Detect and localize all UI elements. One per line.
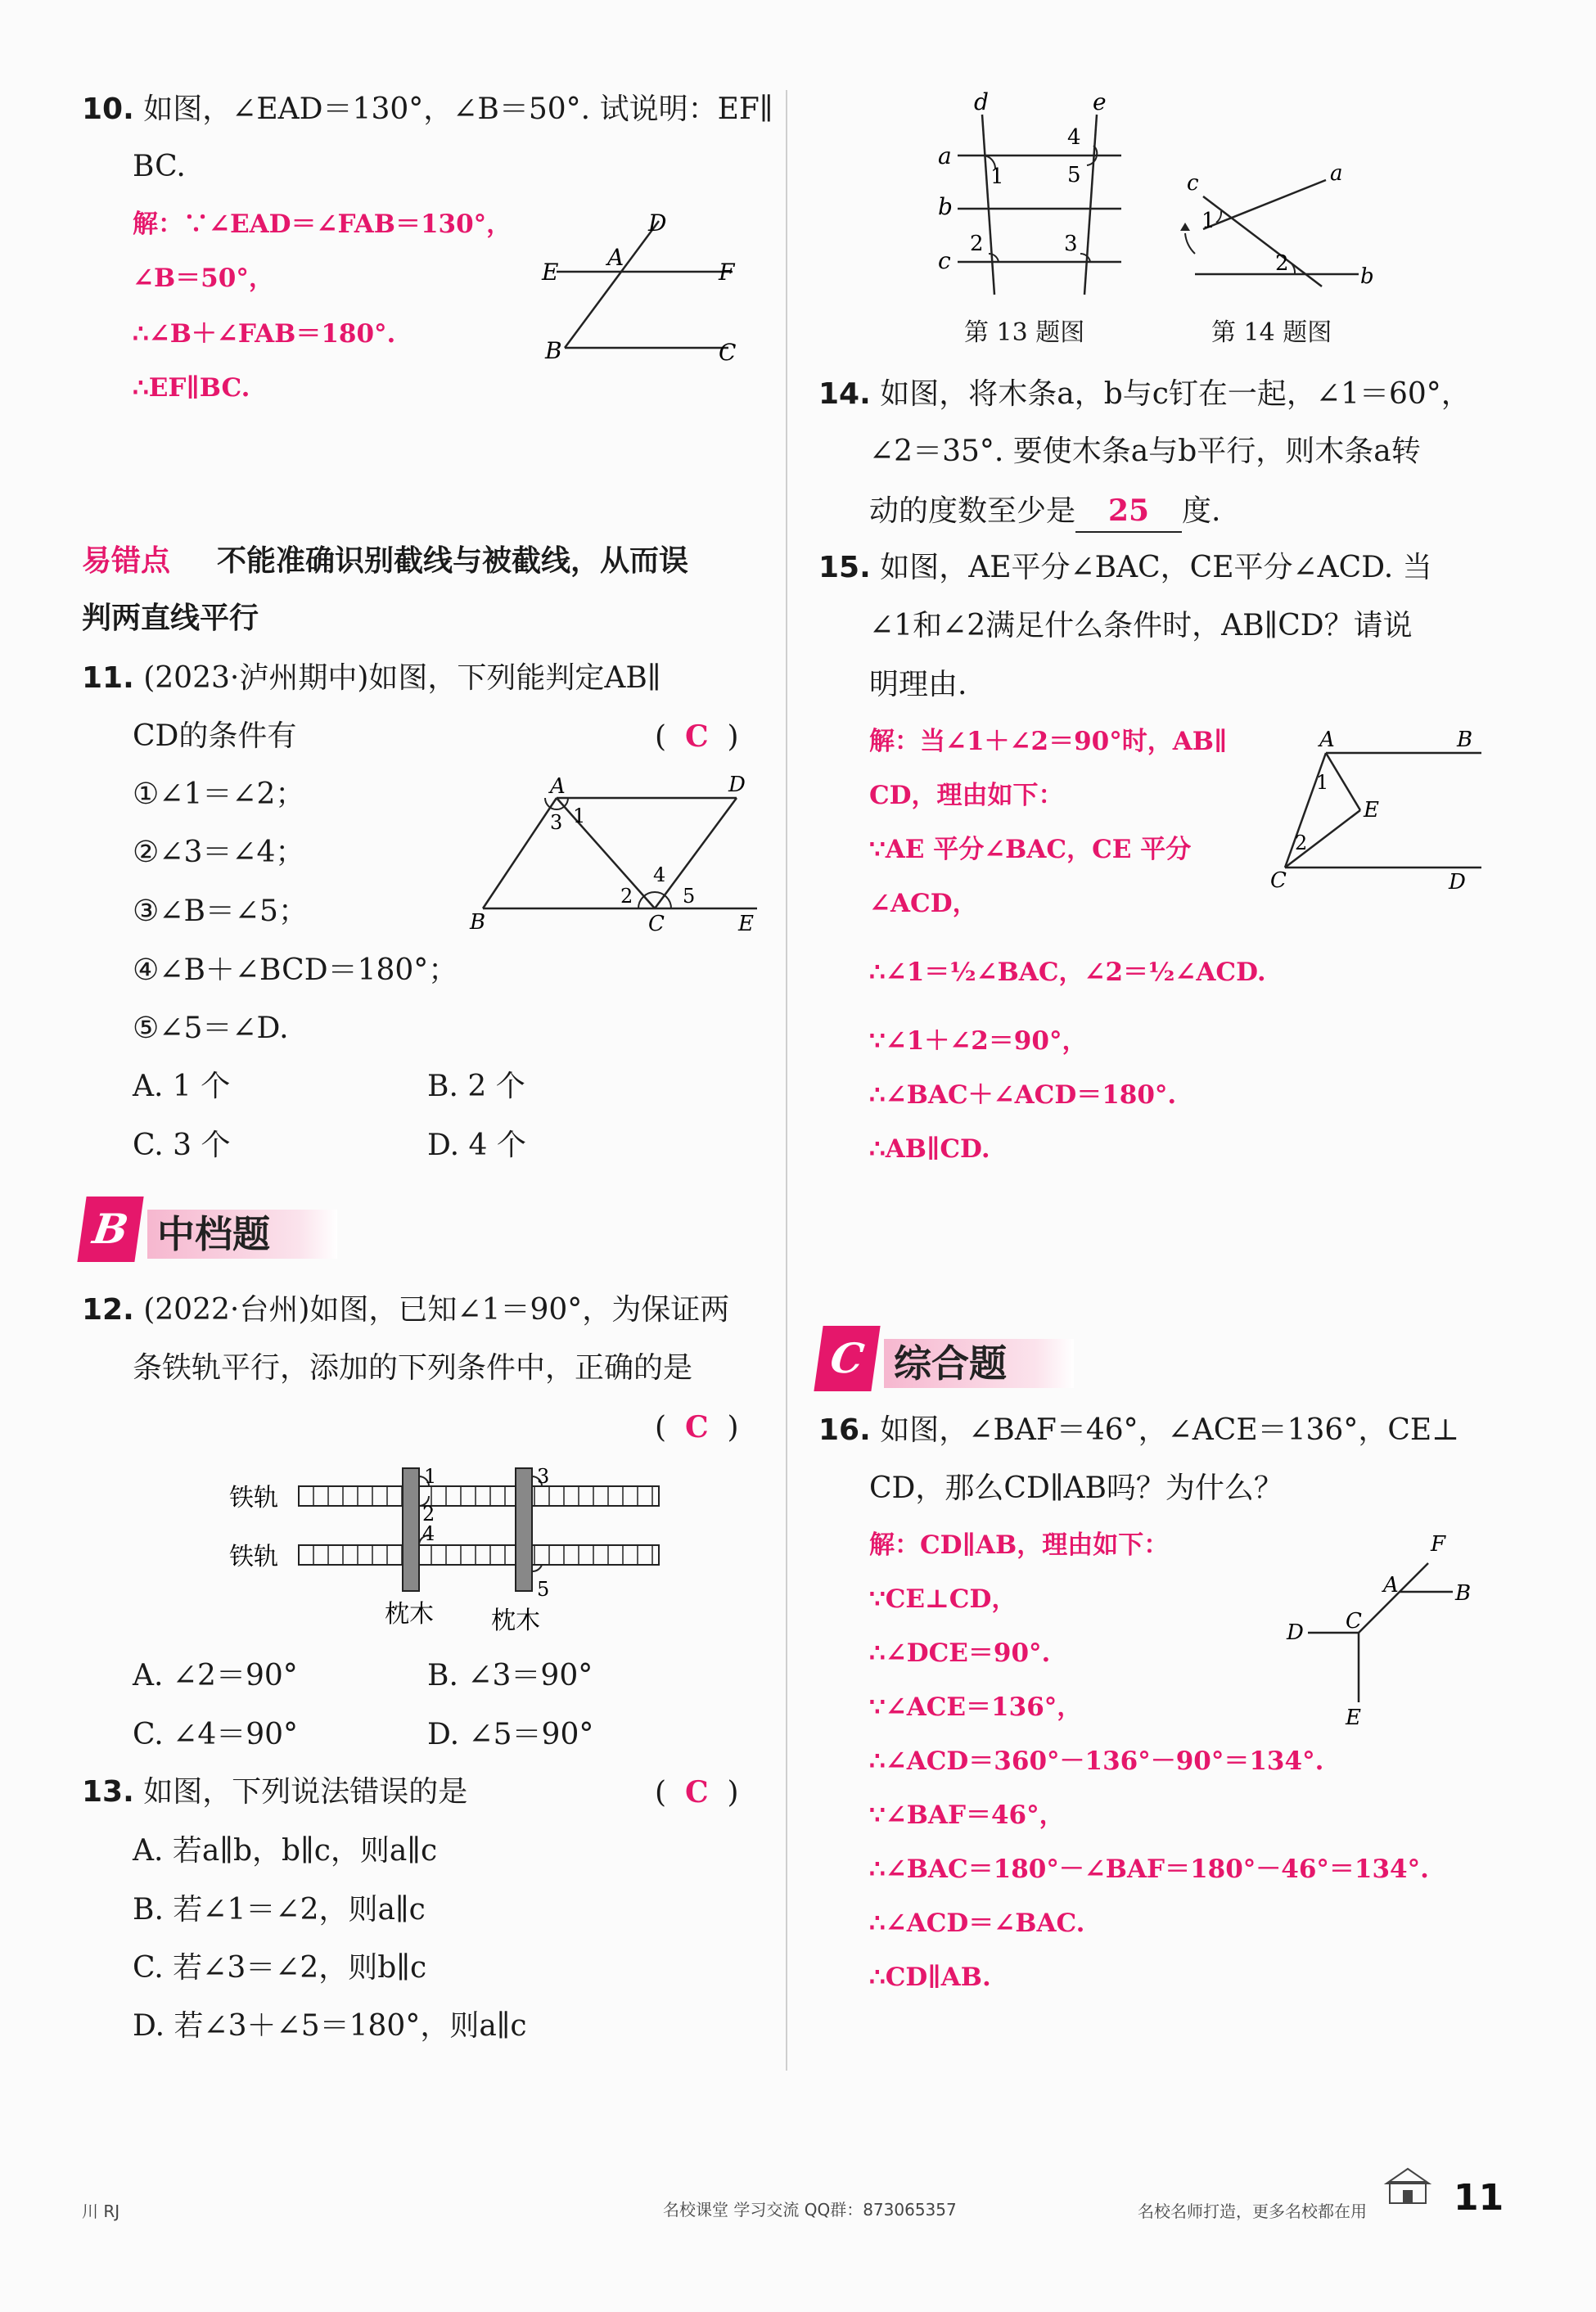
q16-sol-9: ∴CD∥AB. [869, 1963, 991, 1992]
label-A: A [550, 774, 566, 799]
label-D: D [728, 773, 746, 797]
q15-sol-5: ∴∠1＝½∠BAC，∠2＝½∠ACD. [869, 958, 1266, 987]
q16-sol-3: ∴∠DCE＝90°. [869, 1638, 1051, 1668]
sleeper-label-1: 枕木 [385, 1600, 434, 1629]
q10-sol-3: ∴∠B＋∠FAB＝180°. [133, 319, 396, 349]
q15-sol-8: ∴AB∥CD. [869, 1134, 990, 1164]
label-D: D [1449, 870, 1466, 892]
yicuo-text1: 不能准确识别截线与被截线，从而误 [217, 544, 689, 578]
footer-left: 川 RJ [82, 2202, 120, 2221]
rail-label-1: 铁轨 [229, 1484, 278, 1512]
q12-line2: 条铁轨平行，添加的下列条件中，正确的是 [133, 1351, 693, 1385]
q12-choice-a: A. ∠2＝90° [133, 1659, 298, 1692]
q11-choice-c: C. 3 个 [133, 1129, 231, 1162]
label-B: B [1455, 1581, 1472, 1606]
q16-sol-5: ∴∠ACD＝360°－136°－90°＝134°. [869, 1746, 1324, 1776]
label-2: 2 [970, 232, 984, 256]
q11-choice-a: A. 1 个 [133, 1070, 231, 1103]
q16-sol-4: ∵∠ACE＝136°， [869, 1692, 1083, 1722]
q16-sol-8: ∴∠ACD＝∠BAC. [869, 1909, 1085, 1938]
q11-choice-b: B. 2 个 [427, 1070, 525, 1103]
q11-option-1: ①∠1＝∠2； [133, 777, 305, 811]
label-E: E [1346, 1706, 1361, 1730]
label-4: 4 [422, 1522, 435, 1545]
q12-choice-c: C. ∠4＝90° [133, 1718, 299, 1751]
q11-option-4: ④∠B＋∠BCD＝180°； [133, 953, 458, 987]
q15-line2: ∠1和∠2满足什么条件时，AB∥CD？请说 [869, 609, 1413, 642]
label-3: 3 [537, 1465, 550, 1488]
q15-sol-3: ∵AE 平分∠BAC，CE 平分 [869, 835, 1192, 864]
label-b: b [1360, 264, 1374, 289]
q11-option-3: ③∠B＝∠5； [133, 895, 308, 928]
label-B: B [545, 337, 562, 364]
q15-line1: 15. 如图，AE平分∠BAC，CE平分∠ACD. 当 [818, 551, 1432, 584]
label-2: 2 [1275, 251, 1289, 276]
label-C: C [648, 912, 665, 936]
label-5: 5 [537, 1578, 550, 1601]
q11-option-5: ⑤∠5＝∠D. [133, 1012, 289, 1045]
label-B: B [470, 910, 486, 935]
q12-choice-b: B. ∠3＝90° [427, 1659, 593, 1692]
section-c-letter: C [814, 1326, 880, 1391]
q16-line2: CD，那么CD∥AB吗？为什么？ [869, 1471, 1283, 1505]
label-A: A [1319, 728, 1335, 752]
sleeper-label-2: 枕木 [491, 1607, 540, 1635]
label-3: 3 [1064, 232, 1078, 256]
q15-sol-6: ∵∠1＋∠2＝90°， [869, 1026, 1088, 1056]
q13-choice-d: D. 若∠3＋∠5＝180°，则a∥c [133, 2009, 527, 2043]
label-2: 2 [422, 1503, 435, 1526]
label-1: 1 [1316, 771, 1329, 794]
q14-line1: 14. 如图，将木条a，b与c钉在一起，∠1＝60°， [818, 377, 1471, 411]
footer-center: 名校课堂 学习交流 QQ群：873065357 [663, 2200, 957, 2220]
fig14-caption: 第 14 题图 [1211, 318, 1332, 347]
q11-choice-d: D. 4 个 [427, 1129, 526, 1162]
q15-sol-4: ∠ACD， [869, 889, 978, 918]
label-2: 2 [620, 885, 633, 908]
yicuo-text2: 判两直线平行 [82, 602, 259, 635]
column-divider [786, 90, 787, 2071]
section-b-title: 中档题 [147, 1210, 337, 1259]
q10-line1: 10. 如图，∠EAD＝130°，∠B＝50°. 试说明：EF∥ [82, 92, 773, 126]
q15-sol-1: 解：当∠1＋∠2＝90°时，AB∥ [869, 727, 1228, 756]
label-D: D [648, 210, 667, 237]
q11-line2: CD的条件有 [133, 719, 297, 753]
q10-sol-1: 解：∵∠EAD＝∠FAB＝130°， [133, 210, 512, 239]
q16-figure [1277, 1518, 1490, 1731]
label-E: E [542, 259, 559, 286]
label-5: 5 [1067, 163, 1081, 187]
label-A: A [1383, 1573, 1399, 1598]
q14-line3: 动的度数至少是 25 度. [869, 491, 1220, 533]
label-d: d [974, 90, 989, 115]
q10-sol-2: ∠B＝50°， [133, 264, 274, 293]
label-5: 5 [683, 885, 696, 908]
label-1: 1 [424, 1465, 437, 1488]
q10-line2: BC. [133, 150, 186, 183]
label-1: 1 [990, 164, 1004, 189]
section-c-header [818, 1326, 1097, 1396]
q16-sol-7: ∴∠BAC＝180°－∠BAF＝180°－46°＝134°. [869, 1855, 1429, 1884]
q13-choice-a: A. 若a∥b，b∥c，则a∥c [133, 1834, 438, 1868]
q16-sol-2: ∵CE⊥CD， [869, 1584, 1017, 1614]
q11-option-2: ②∠3＝∠4； [133, 836, 305, 869]
fig13 [933, 90, 1129, 303]
rail-label-2: 铁轨 [229, 1543, 278, 1571]
label-b: b [938, 193, 953, 220]
fig14 [1170, 164, 1383, 295]
q11-line1: 11. (2023·泸州期中)如图，下列能判定AB∥ [82, 661, 661, 695]
label-4: 4 [653, 863, 666, 886]
yicuo-tag: 易错点 [82, 544, 171, 578]
footer-right: 名校名师打造，更多名校都在用 [1138, 2202, 1367, 2221]
label-E: E [738, 912, 754, 936]
section-c-title: 综合题 [884, 1339, 1074, 1388]
label-e: e [1093, 90, 1107, 115]
q15-sol-2: CD，理由如下： [869, 781, 1064, 810]
q14-line2: ∠2＝35°. 要使木条a与b平行，则木条a转 [869, 435, 1421, 468]
q10-figure [532, 205, 761, 368]
q16-sol-6: ∵∠BAF＝46°， [869, 1800, 1065, 1830]
q12-choice-d: D. ∠5＝90° [427, 1718, 594, 1751]
label-F: F [719, 259, 735, 286]
fig13-caption: 第 13 题图 [964, 318, 1085, 347]
page-number: 11 [1454, 2177, 1504, 2219]
label-3: 3 [550, 811, 563, 834]
label-A: A [607, 244, 624, 271]
q12-figure [221, 1465, 679, 1637]
label-C: C [1270, 868, 1287, 892]
q13-line1: 13. 如图，下列说法错误的是 [82, 1775, 468, 1809]
label-4: 4 [1067, 125, 1081, 150]
q13-choice-b: B. 若∠1＝∠2，则a∥c [133, 1893, 426, 1927]
label-a: a [938, 142, 952, 169]
label-C: C [719, 339, 737, 366]
q12-answer: ( C ) [655, 1410, 739, 1444]
label-C: C [1346, 1609, 1362, 1634]
school-logo-icon [1383, 2164, 1432, 2210]
label-c: c [938, 247, 951, 274]
label-D: D [1287, 1620, 1304, 1645]
q13-choice-c: C. 若∠3＝∠2，则b∥c [133, 1951, 427, 1985]
label-E: E [1364, 798, 1379, 822]
q13-answer: ( C ) [655, 1775, 739, 1809]
q12-line1: 12. (2022·台州)如图，已知∠1＝90°，为保证两 [82, 1293, 730, 1327]
q16-sol-1: 解：CD∥AB，理由如下： [869, 1530, 1170, 1560]
q15-line3: 明理由. [869, 668, 967, 701]
q10-sol-4: ∴EF∥BC. [133, 373, 250, 403]
label-1: 1 [573, 804, 586, 827]
label-c: c [1187, 171, 1199, 196]
label-B: B [1457, 728, 1473, 752]
label-2: 2 [1295, 832, 1308, 854]
q11-figure [458, 773, 769, 937]
label-F: F [1431, 1532, 1446, 1557]
q11-answer: ( C ) [655, 719, 739, 754]
section-b-header [82, 1197, 360, 1267]
q16-line1: 16. 如图，∠BAF＝46°，∠ACE＝136°，CE⊥ [818, 1413, 1460, 1447]
q15-sol-7: ∴∠BAC＋∠ACD＝180°. [869, 1080, 1177, 1110]
label-1: 1 [1202, 209, 1215, 233]
q15-figure [1260, 720, 1498, 892]
section-b-letter: B [77, 1197, 143, 1262]
label-a: a [1330, 164, 1343, 186]
